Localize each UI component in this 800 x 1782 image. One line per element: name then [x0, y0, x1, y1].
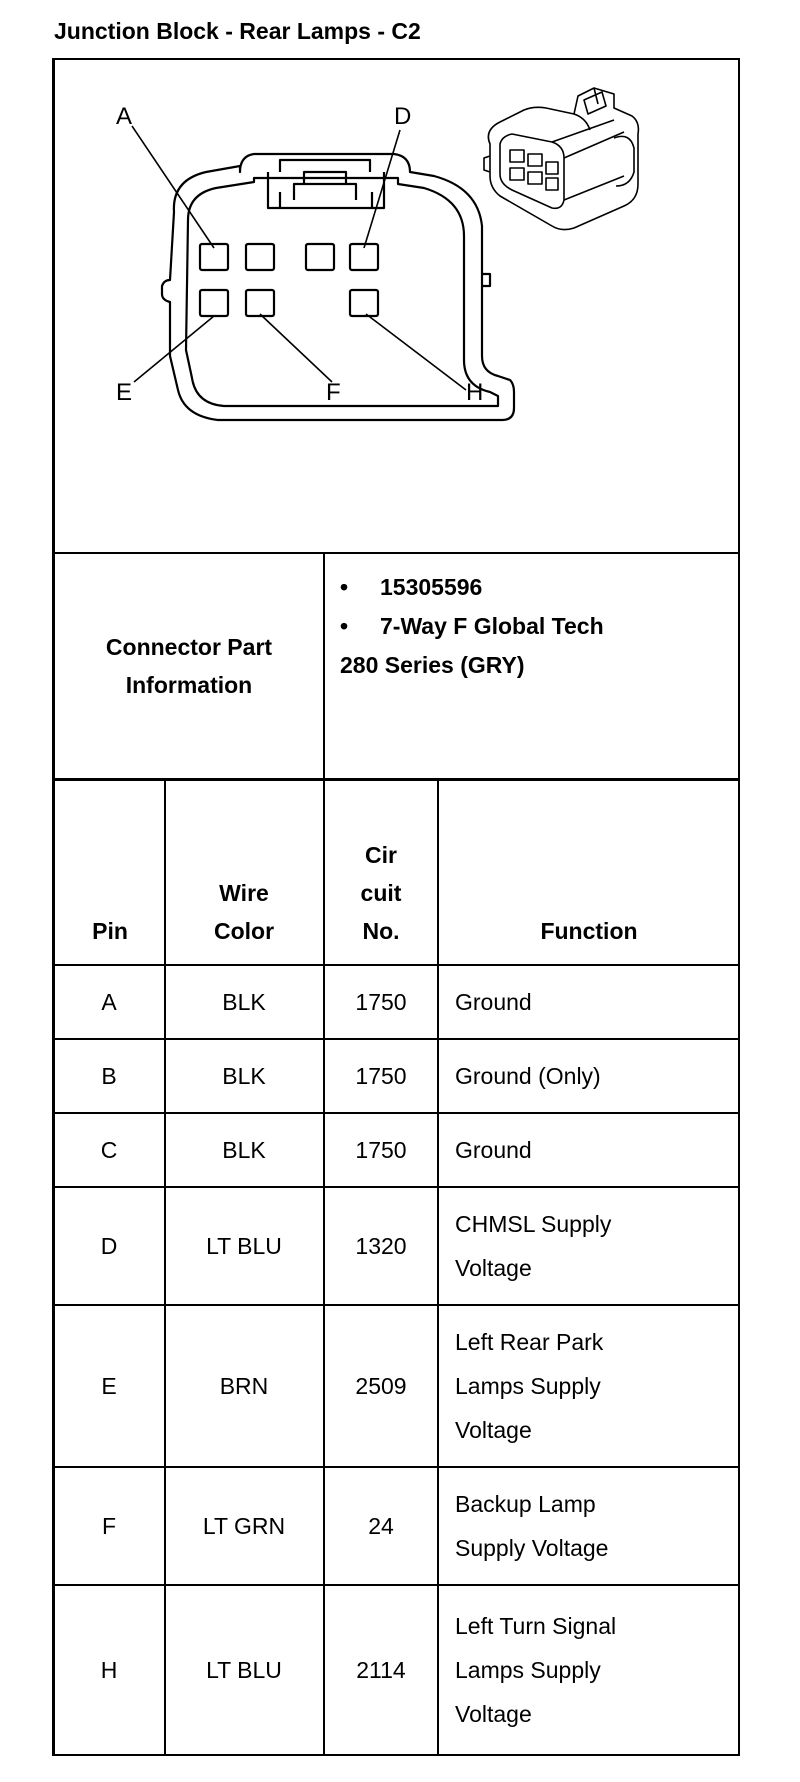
- pin-label-h: H: [466, 379, 484, 406]
- cell-pin: F: [101, 1513, 117, 1539]
- header-pin: Pin: [92, 918, 128, 944]
- cavity-c: [306, 244, 334, 270]
- connector-face-diagram: [54, 60, 738, 552]
- cavity-b: [246, 244, 274, 270]
- divider-info: [323, 552, 325, 780]
- col-divider-3: [437, 780, 439, 1756]
- cell-circuit: 1320: [355, 1233, 407, 1259]
- pin-label-d: D: [394, 103, 412, 130]
- cell-wire-color: LT BLU: [206, 1657, 282, 1683]
- cell-pin: E: [101, 1373, 117, 1399]
- cell-function: Left Turn Signal Lamps Supply Voltage: [455, 1613, 617, 1727]
- cell-circuit: 2509: [355, 1373, 407, 1399]
- cell-pin: B: [101, 1063, 117, 1089]
- cell-circuit: 1750: [355, 989, 407, 1015]
- row-divider: [52, 1754, 740, 1756]
- header-wire-color: Wire Color: [213, 880, 275, 944]
- cell-function: Ground: [455, 1137, 532, 1163]
- connector-series: 280 Series (GRY): [340, 652, 525, 678]
- cavity-e: [200, 290, 228, 316]
- cell-circuit: 2114: [356, 1657, 406, 1683]
- cell-circuit: 1750: [355, 1137, 407, 1163]
- cell-function: Backup Lamp Supply Voltage: [455, 1491, 609, 1561]
- cell-function: Ground: [455, 989, 532, 1015]
- header-circuit-no: Cir cuit No.: [360, 842, 402, 944]
- header-function: Function: [540, 918, 638, 944]
- cell-wire-color: LT GRN: [202, 1513, 286, 1539]
- connector-part-info-values: [340, 568, 604, 685]
- pin-label-a: A: [116, 103, 133, 130]
- cell-pin: D: [100, 1233, 118, 1259]
- cell-pin: H: [100, 1657, 118, 1683]
- cell-circuit: 24: [368, 1513, 394, 1539]
- cell-function: CHMSL Supply Voltage: [455, 1211, 612, 1281]
- pin-label-e: E: [116, 379, 133, 406]
- cavity-f: [246, 290, 274, 316]
- connector-latch: [268, 160, 384, 208]
- part-number: • 15305596: [340, 568, 604, 607]
- connector-description: • 7-Way F Global Tech: [340, 607, 604, 646]
- cell-wire-color: BLK: [222, 989, 266, 1015]
- cell-pin: A: [101, 989, 117, 1015]
- cell-pin: C: [100, 1137, 118, 1163]
- cell-wire-color: BRN: [219, 1373, 269, 1399]
- cavity-h: [350, 290, 378, 316]
- connector-part-info-label: Connector Part Information: [105, 633, 273, 698]
- cell-function: Ground (Only): [455, 1063, 601, 1089]
- cell-wire-color: LT BLU: [206, 1233, 282, 1259]
- cell-wire-color: BLK: [222, 1137, 266, 1163]
- bullet-icon: •: [340, 613, 349, 639]
- cell-circuit: 1750: [355, 1063, 407, 1089]
- bullet-icon: •: [340, 574, 349, 600]
- connector-inner-outline: [186, 178, 498, 406]
- connector-3d-view: [484, 88, 638, 230]
- cell-function: Left Rear Park Lamps Supply Voltage: [455, 1329, 604, 1443]
- pin-label-f: F: [326, 379, 341, 406]
- page-title: Junction Block - Rear Lamps - C2: [54, 18, 421, 44]
- divider-info-table: [52, 778, 740, 781]
- cell-wire-color: BLK: [222, 1063, 266, 1089]
